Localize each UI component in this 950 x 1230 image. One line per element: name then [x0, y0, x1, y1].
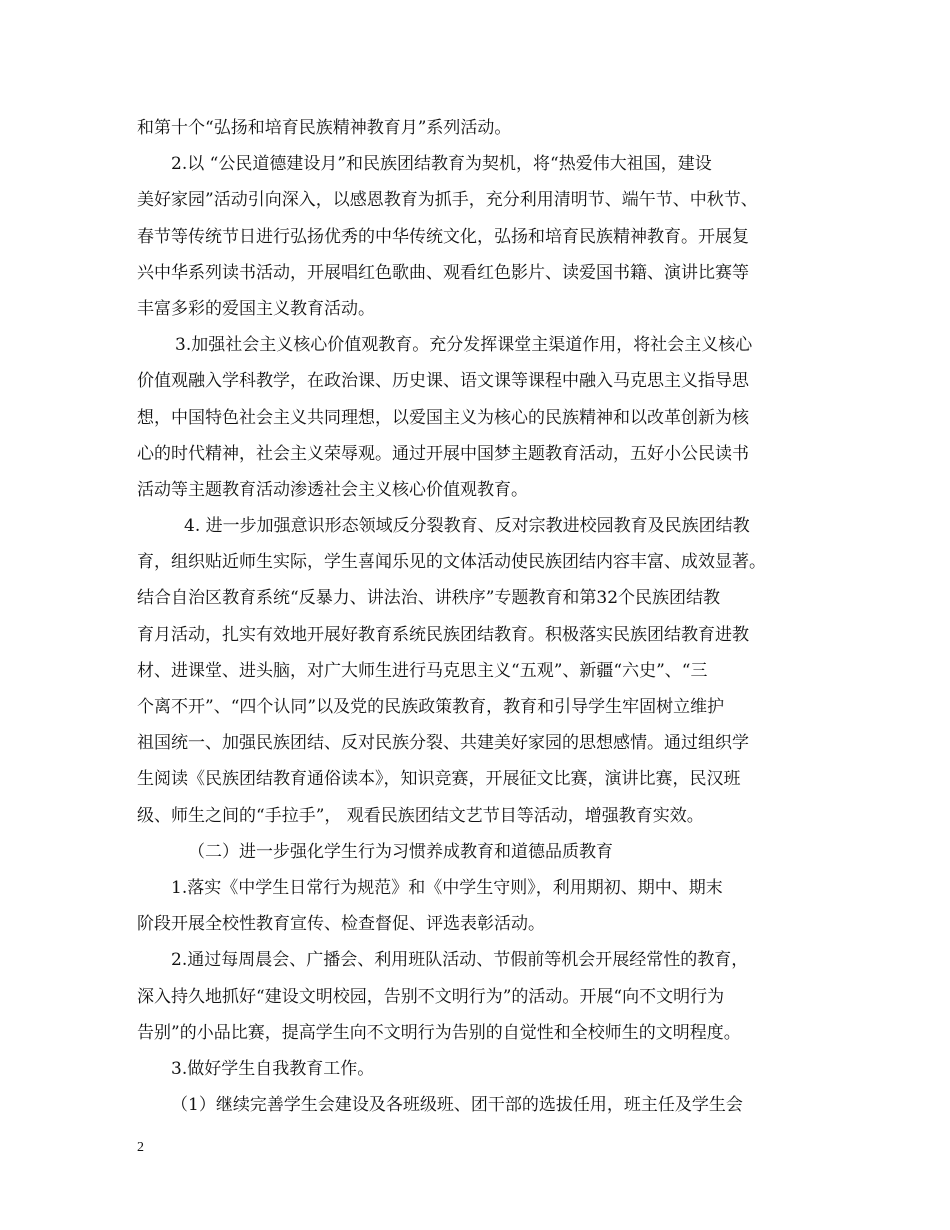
- text-line: 价值观融入学科教学，在政治课、历史课、语文课等课程中融入马克思主义指导思: [137, 371, 749, 392]
- text-line: 美好家园”活动引向深入，以感恩教育为抓手，充分利用清明节、端午节、中秋节、: [137, 190, 758, 211]
- text-line: 生阅读《民族团结教育通俗读本》，知识竞赛，开展征文比赛，演讲比赛，民汉班: [137, 769, 741, 790]
- paragraph-start: 1.落实《中学生日常行为规范》和《中学生守则》，利用期初、期中、期末: [171, 877, 723, 898]
- text-line: 丰富多彩的爱国主义教育活动。: [137, 298, 375, 319]
- text-line: 春节等传统节日进行弘扬优秀的中华传统文化，弘扬和培育民族精神教育。开展复: [137, 226, 749, 247]
- text-line: 级、师生之间的“手拉手”， 观看民族团结文艺节目等活动，增强教育实效。: [137, 805, 704, 826]
- document-body: [137, 110, 827, 1123]
- paragraph-4-start: 4. 进一步加强意识形态领域反分裂教育、反对宗教进校园教育及民族团结教: [184, 516, 750, 537]
- text-line: 育月活动，扎实有效地开展好教育系统民族团结教育。积极落实民族团结教育进教: [137, 624, 749, 645]
- text-line: 个离不开”、“四个认同”以及党的民族政策教育，教育和引导学生牢固树立维护: [137, 697, 725, 717]
- text-line: 想，中国特色社会主义共同理想，以爱国主义为核心的民族精神和以改革创新为核: [137, 407, 749, 428]
- text-line: 活动等主题教育活动渗透社会主义核心价值观教育。: [137, 479, 528, 500]
- section-heading: （二）进一步强化学生行为习惯养成教育和道德品质教育: [188, 841, 613, 862]
- paragraph-2-start: 2.以 “公民道德建设月”和民族团结教育为契机，将“热爱伟大祖国，建设: [171, 154, 712, 175]
- text-line: 兴中华系列读书活动，开展唱红色歌曲、观看红色影片、读爱国书籍、演讲比赛等: [137, 262, 749, 283]
- text-line: 深入持久地抓好“建设文明校园，告别不文明行为”的活动。开展“向不文明行为: [137, 986, 725, 1007]
- page-number: 2: [137, 1140, 144, 1155]
- text-line: 育，组织贴近师生实际，学生喜闻乐见的文体活动使民族团结内容丰富、成效显著。: [137, 552, 766, 573]
- paragraph-start: （1）继续完善学生会建设及各班级班、团干部的选拔任用，班主任及学生会: [171, 1095, 743, 1116]
- paragraph-3-start: 3.加强社会主义核心价值观教育。充分发挥课堂主渠道作用，将社会主义核心: [175, 335, 753, 356]
- text-line: 心的时代精神，社会主义荣辱观。通过开展中国梦主题教育活动，五好小公民读书: [137, 443, 749, 464]
- text-line: 和第十个“弘扬和培育民族精神教育月”系列活动。: [137, 118, 512, 138]
- text-line: 材、进课堂、进头脑，对广大师生进行马克思主义“五观”、新疆“六史”、“三: [137, 660, 708, 681]
- text-line: 告别”的小品比赛，提高学生向不文明行为告别的自觉性和全校师生的文明程度。: [137, 1022, 741, 1043]
- text-line: 祖国统一、加强民族团结、反对民族分裂、共建美好家园的思想感情。通过组织学: [137, 733, 749, 754]
- paragraph-start: 3.做好学生自我教育工作。: [171, 1058, 375, 1079]
- text-line: 阶段开展全校性教育宣传、检查督促、评选表彰活动。: [137, 914, 545, 935]
- text-line: 结合自治区教育系统“反暴力、讲法治、讲秩序”专题教育和第32个民族团结教: [137, 588, 721, 609]
- paragraph-start: 2.通过每周晨会、广播会、利用班队活动、节假前等机会开展经常性的教育，: [171, 950, 749, 971]
